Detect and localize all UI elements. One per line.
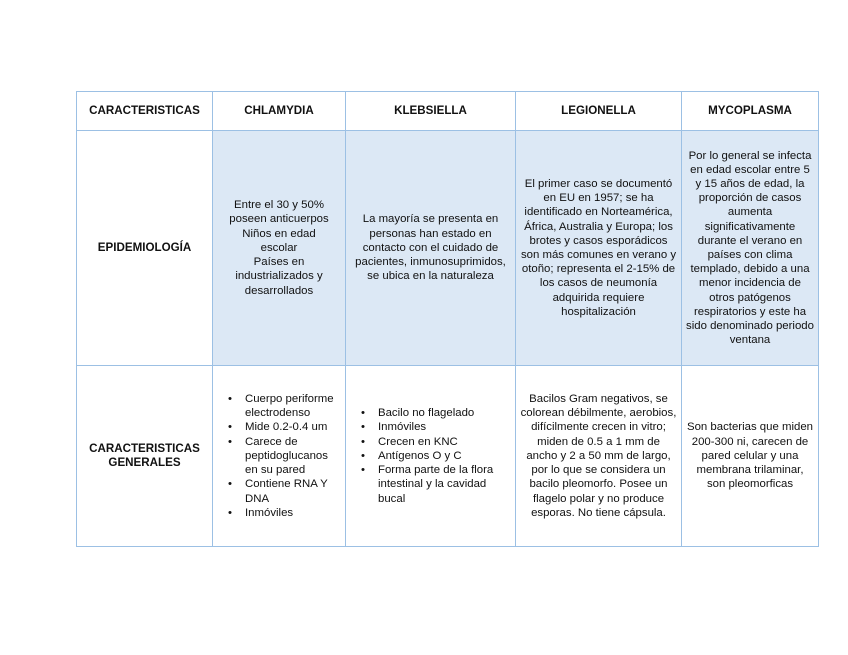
cell-epi-klebsiella: La mayoría se presenta en personas han estado en contacto con el cuidado de pacientes, inmunosuprimidos, se ubica en la naturaleza	[346, 131, 516, 366]
header-mycoplasma: MYCOPLASMA	[682, 92, 819, 131]
cell-line: escolar	[260, 241, 298, 254]
cell-line: poseen anticuerpos	[229, 213, 329, 226]
list-item: • Bacilo no flagelado	[378, 406, 511, 420]
list-item: • Cuerpo periforme electrodenso	[245, 392, 341, 420]
cell-line: industrializados y	[235, 270, 323, 283]
cell-epi-mycoplasma: Por lo general se infecta en edad escolar entre 5 y 15 años de edad, la proporción de casos aumenta significativamente durante el verano en países con clima templado, debido a una menor incidencia de otros patógenos respiratorios y este ha sido denominado periodo ventana	[682, 131, 819, 366]
header-klebsiella: KLEBSIELLA	[346, 92, 516, 131]
cell-gen-mycoplasma: Son bacterias que miden 200-300 ni, carecen de pared celular y una membrana trilaminar, son pleomorficas	[682, 366, 819, 547]
cell-gen-legionella: Bacilos Gram negativos, se colorean débilmente, aerobios, difícilmente crecen in vitro; miden de 0.5 a 1 mm de ancho y 2 a 50 mm de largo, por lo que se considera un bacilo pleomorfo. Posee un flagelo polar y no produce esporas. No tiene cápsula.	[516, 366, 682, 547]
cell-line: Países en	[253, 256, 305, 269]
list-item: • Carece de peptidoglucanos en su pared	[245, 435, 341, 478]
list-item: • Mide 0.2-0.4 um	[245, 420, 341, 434]
chlamydia-list	[217, 392, 341, 520]
list-item: • Inmóviles	[378, 420, 511, 434]
cell-line: desarrollados	[244, 284, 314, 297]
klebsiella-list	[350, 406, 511, 505]
cell-epi-chlamydia	[213, 131, 346, 366]
row-label-epidemiologia: EPIDEMIOLOGÍA	[77, 131, 213, 366]
cell-line: Entre el 30 y 50%	[234, 199, 324, 212]
header-legionella: LEGIONELLA	[516, 92, 682, 131]
table-row-generales	[77, 366, 819, 547]
list-item: • Antígenos O y C	[378, 449, 511, 463]
list-item: • Forma parte de la flora intestinal y la cavidad bucal	[378, 463, 511, 506]
table-header	[77, 92, 819, 131]
header-caracteristicas: CARACTERISTICAS	[77, 92, 213, 131]
comparison-table	[76, 91, 819, 547]
cell-gen-klebsiella	[346, 366, 516, 547]
table-row-epidemiologia	[77, 131, 819, 366]
cell-line: Niños en edad	[242, 227, 316, 240]
cell-epi-legionella: El primer caso se documentó en EU en 1957; se ha identificado en Norteamérica, África, Australia y Europa; los brotes y casos esporádicos son más comunes en verano y otoño; representa el 2-15% de los casos de neumonía adquirida requiere hospitalización	[516, 131, 682, 366]
list-item: • Contiene RNA Y DNA	[245, 477, 341, 505]
list-item: • Crecen en KNC	[378, 435, 511, 449]
list-item: • Inmóviles	[245, 506, 341, 520]
cell-gen-chlamydia	[213, 366, 346, 547]
header-row	[77, 92, 819, 131]
row-label-generales: CARACTERISTICAS GENERALES	[77, 366, 213, 547]
header-chlamydia: CHLAMYDIA	[213, 92, 346, 131]
